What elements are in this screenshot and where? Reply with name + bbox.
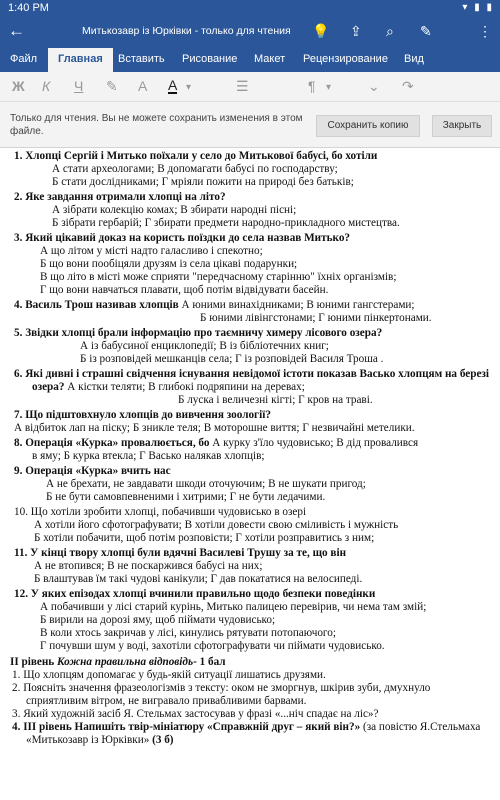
formatting-toolbar [0, 72, 500, 102]
question-3 [10, 232, 490, 245]
task-4 [10, 721, 490, 747]
question-number: 7. [14, 409, 23, 421]
question-7 [10, 409, 490, 422]
option-line: Г що вони навчаться плавати, щоб потім відвідувати басейн. [40, 284, 329, 296]
question-8 [10, 437, 490, 450]
tab-review[interactable]: Рецензирование [303, 53, 388, 65]
option-line: Б зібрати гербарій; Г збирати предмети народно-прикладного мистецтва. [52, 217, 400, 229]
task-3: 3. Який художній засіб Я. Стельмах застосував у фразі «...ніч спадає на ліс»? [12, 708, 379, 720]
underline-icon[interactable]: Ч [74, 78, 84, 94]
chevron-down-icon[interactable]: ▾ [326, 82, 332, 93]
section-title: ІІ рівень [10, 656, 55, 668]
question-5 [10, 327, 490, 340]
tab-draw[interactable]: Рисование [182, 53, 238, 65]
question-2 [10, 191, 490, 204]
question-text: Який цікавий доказ на користь поїздки до села назвав Митько? [25, 232, 351, 244]
question-1 [10, 150, 490, 163]
option-line: А зібрати колекцію комах; В збирати народні пісні; [52, 204, 297, 216]
paragraph-icon[interactable]: ¶ [308, 78, 316, 94]
option-line: Б луска і величезні кігті; Г кров на траві. [178, 394, 373, 406]
question-number: 8. [14, 437, 23, 449]
option-line: А не брехати, не завдавати шкоди оточуючим; В не шукати пригод; [46, 478, 366, 490]
option-line: А що літом у місті надто галасливо і спекотно; [40, 245, 263, 257]
question-number: 2. [14, 191, 23, 203]
highlight-icon[interactable]: ✎ [106, 78, 118, 94]
question-text: У кінці твору хлопці були вдячні Василеві Трушу за те, що він [30, 547, 347, 559]
ribbon-tabs [0, 48, 500, 72]
option-line: А кістки теляти; В глибокі подряпини на деревах; [67, 381, 305, 393]
question-number: 3. [14, 232, 23, 244]
option-line: А стати археологами; В допомагати бабусі по господарству; [52, 163, 338, 175]
option-line: Б юними лівінгстонами; Г юними пінкертонами. [200, 312, 432, 324]
document-area[interactable] [0, 148, 500, 800]
task-4-score: (3 б) [149, 734, 174, 746]
task-4-text: (за повістю Я.Стельмаха «Митькозавр із Юрківки» [26, 721, 481, 746]
question-9 [10, 465, 490, 478]
save-copy-button[interactable]: Сохранить копию [316, 115, 420, 137]
option-line: в яму; Б курка втекла; Г Васько налякав хлопців; [32, 450, 265, 462]
read-only-message: Только для чтения. Вы не можете сохранить изменения в этом файле. [10, 113, 303, 137]
question-text: Хлопці Сергій і Митько поїхали у село до Митькової бабусі, бо хотіли [25, 150, 378, 162]
option-line: А із бабусиної енциклопедії; В із бібліотечних книг; [80, 340, 329, 352]
question-number: 9. [14, 465, 23, 477]
option-line: А хотіли його сфотографувати; В хотіли довести свою сміливість і мужність [34, 519, 399, 531]
tab-insert[interactable]: Вставить [118, 53, 165, 65]
question-text: Операція «Курка» вчить нас [25, 465, 171, 477]
option-line: А юними винахідниками; В юними гангстерами; [181, 299, 415, 311]
edit-icon[interactable]: ✎ [420, 23, 432, 39]
document-title: Митькозавр із Юрківки - только для чтения [82, 25, 291, 37]
bold-icon[interactable]: Ж [12, 78, 25, 94]
more-format-icon[interactable]: ⌄ [368, 78, 380, 94]
option-line: А відбиток лап на піску; Б зникле теля; В моторошне виття; Г незвичайні метелики. [14, 422, 415, 434]
question-4 [10, 299, 490, 312]
list-icon[interactable]: ☰ [236, 78, 249, 94]
option-line: Б хотіли побачити, щоб потім розповісти; Г хотіли розправитись з ним; [34, 532, 375, 544]
task-2: 2. Поясніть значення фразеологізмів з тексту: оком не зморгнув, шкірив зуби, дмухнуло сприятливим вітром, не вигравало привабливими барвами. [12, 682, 431, 707]
redo-icon[interactable]: ↷ [402, 78, 414, 94]
document-page [10, 148, 490, 747]
read-only-banner [0, 102, 500, 148]
option-line: Б із розповідей мешканців села; Г із розповідей Василя Троша . [80, 353, 384, 365]
question-number: 4. [14, 299, 23, 311]
question-11 [10, 547, 490, 560]
chevron-down-icon[interactable]: ▾ [186, 82, 192, 93]
tab-view[interactable]: Вид [404, 53, 424, 65]
tab-home[interactable]: Главная [48, 48, 113, 72]
question-text: Операція «Курка» провалюється, бо [25, 437, 210, 449]
option-line: Б влаштував їм такі чудові канікули; Г дав покататися на велосипеді. [34, 573, 363, 585]
option-line: Г почувши шум у воді, захотіли сфотографувати чи піймати чудовисько. [40, 640, 385, 652]
question-text: Що хотіли зробити хлопці, побачивши чудовисько в озері [30, 506, 307, 518]
section-note: Кожна правильна відповідь [57, 656, 194, 668]
question-number: 6. [14, 368, 23, 380]
question-number: 12. [14, 588, 28, 600]
status-bar [0, 0, 500, 16]
title-bar [0, 16, 500, 48]
question-text: У яких епізодах хлопці вчинили правильно щодо безпеки поведінки [30, 588, 376, 600]
search-icon[interactable]: ⌕ [386, 23, 394, 39]
section-2-heading [10, 656, 490, 669]
question-text: Звідки хлопці брали інформацію про таємничу химеру лісового озера? [25, 327, 383, 339]
option-line: В коли хтось закричав у лісі, кинулись рятувати потопаючого; [40, 627, 336, 639]
question-text: Які дивні і страшні свідчення існування невідомої істоти показав Васько хлопцям на березі озера? [25, 368, 490, 393]
more-options-icon[interactable]: ⋮ [478, 23, 492, 39]
italic-icon[interactable]: К [42, 78, 51, 94]
close-button[interactable]: Закрыть [432, 115, 492, 137]
option-line: А не втопився; В не поскаржився бабусі на них; [34, 560, 263, 572]
option-line: В що літо в місті може сприяти "передчасному старінню" їхніх організмів; [40, 271, 397, 283]
back-arrow-icon[interactable]: ← [8, 21, 25, 40]
question-text: Яке завдання отримали хлопці на літо? [25, 191, 226, 203]
section-score: - 1 бал [193, 656, 226, 668]
option-line: Б стати дослідниками; Г мріяли пожити на природі без батьків; [52, 176, 354, 188]
option-line: А побачивши у лісі старий курінь, Митько палицею перевірив, чи нема там змій; [40, 601, 427, 613]
option-line: А курку з'їло чудовисько; В дід провалився [212, 437, 419, 449]
system-icons: ▾ ▮ ▮ [462, 2, 494, 13]
question-number: 5. [14, 327, 23, 339]
task-4-title: 4. ІІІ рівень Напишіть твір-мініатюру «Справжній друг – який він?» [12, 721, 361, 733]
option-line: Б не бути самовпевненими і хитрими; Г не бути ледачими. [46, 491, 326, 503]
question-text: Що підштовхнуло хлопців до вивчення зоології? [25, 409, 271, 421]
question-number: 1. [14, 150, 23, 162]
question-10 [10, 506, 490, 519]
lightbulb-icon[interactable]: 💡 [312, 23, 330, 39]
option-line: Б вирили на дорозі яму, щоб піймати чудовисько; [40, 614, 276, 626]
tab-layout[interactable]: Макет [254, 53, 286, 65]
question-number: 10. [14, 506, 28, 518]
tab-file[interactable]: Файл [10, 53, 38, 65]
status-time: 1:40 PM [8, 2, 49, 14]
share-icon[interactable]: ⇪ [350, 23, 362, 39]
task-1: 1. Що хлопцям допомагає у будь-якій ситуації лишатись друзями. [12, 669, 326, 681]
question-6 [10, 368, 490, 394]
question-text: Василь Трош називав хлопців [25, 299, 179, 311]
question-12 [10, 588, 490, 601]
font-highlight-icon[interactable]: A [138, 78, 148, 94]
question-number: 11. [14, 547, 28, 559]
option-line: Б що вони пообіцяли друзям із села цікаві подарунки; [40, 258, 298, 270]
font-color-icon[interactable]: A [168, 77, 178, 93]
